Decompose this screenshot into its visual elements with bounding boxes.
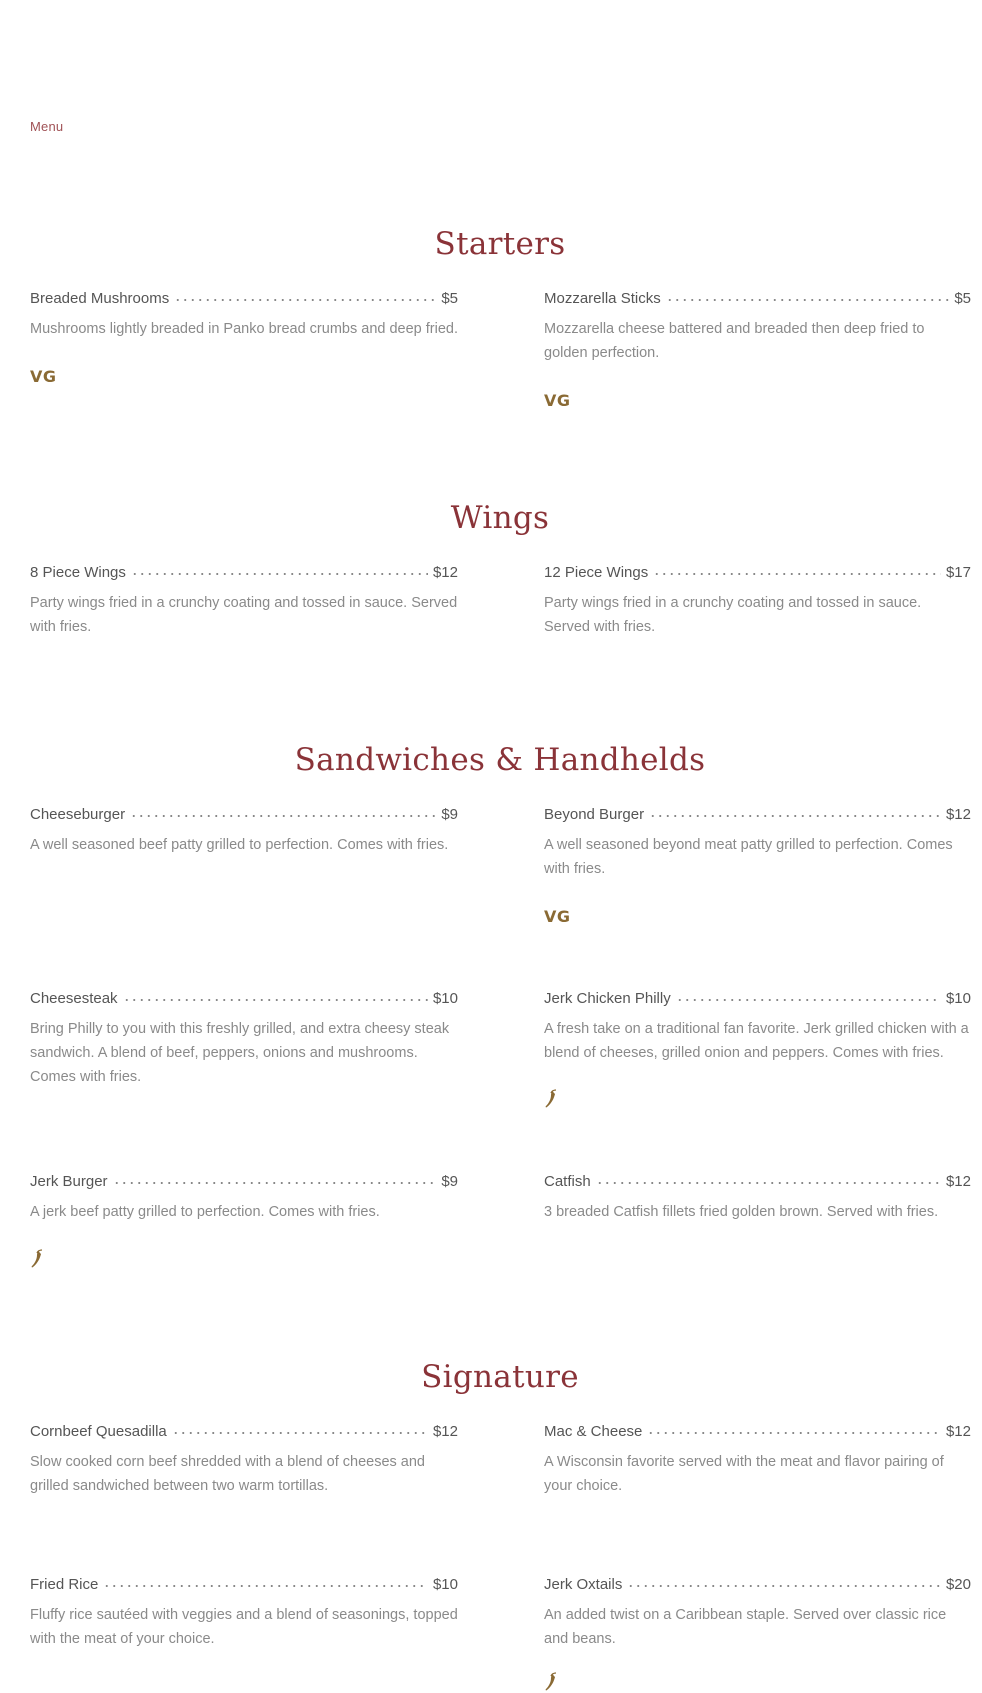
menu-item-cheesesteak [30,983,458,1089]
menu-item-mac-and-cheese [544,1416,971,1498]
dot-leader [676,983,941,1003]
item-price: $10 [432,990,458,1007]
item-name: Beyond Burger [544,806,645,823]
item-description: Slow cooked corn beef shredded with a blend of cheeses and grilled sandwiched between two warm tortillas. [30,1454,425,1494]
item-description: A well seasoned beef patty grilled to perfection. Comes with fries. [30,837,449,853]
item-description: A fresh take on a traditional fan favorite. Jerk grilled chicken with a blend of cheeses, grilled onion and peppers. Comes with fries. [544,1021,969,1061]
dot-leader [172,1416,428,1436]
menu-item-cheeseburger [30,799,458,857]
pepper-icon [544,1088,558,1110]
menu-item-cornbeef-quesadilla [30,1416,458,1498]
item-price: $5 [441,290,458,307]
dot-leader [666,283,950,303]
section-title-starters: Starters [434,226,566,262]
section-title-signature: Signature [421,1359,579,1395]
item-description: A jerk beef patty grilled to perfection. Comes with fries. [30,1204,380,1220]
menu-item-jerk-chicken-philly [544,983,971,1065]
section-title-sandwiches: Sandwiches & Handhelds [294,742,706,778]
dot-leader [596,1166,941,1186]
item-price: $10 [432,1576,458,1593]
item-price: $12 [945,1423,971,1440]
item-price: $12 [945,1173,971,1190]
item-description: An added twist on a Caribbean staple. Served over classic rice and beans. [544,1607,947,1647]
dot-leader [123,983,428,1003]
item-name: Mac & Cheese [544,1423,643,1440]
breadcrumb-menu-link[interactable]: Menu [30,119,64,134]
dot-leader [649,799,941,819]
item-price: $9 [441,1173,458,1190]
menu-item-8-piece-wings [30,557,458,639]
item-name: 8 Piece Wings [30,564,126,581]
item-name: Cheesesteak [30,990,118,1007]
item-description: Mushrooms lightly breaded in Panko bread crumbs and deep fried. [30,321,458,337]
item-price: $9 [441,806,458,823]
vegetarian-badge: VG [544,391,571,410]
item-name: Mozzarella Sticks [544,290,661,307]
item-name: Jerk Burger [30,1173,108,1190]
item-description: Bring Philly to you with this freshly grilled, and extra cheesy steak sandwich. A blend of beef, peppers, onions and mushrooms. Comes with fries. [30,1021,450,1085]
section-title-wings: Wings [450,500,550,536]
item-description: Fluffy rice sautéed with veggies and a blend of seasonings, topped with the meat of your choice. [30,1607,458,1647]
dot-leader [174,283,436,303]
dot-leader [103,1569,428,1589]
item-description: Party wings fried in a crunchy coating and tossed in sauce. Served with fries. [30,595,458,635]
item-name: Catfish [544,1173,591,1190]
menu-item-mozzarella-sticks [544,283,971,365]
item-price: $10 [945,990,971,1007]
menu-item-beyond-burger [544,799,971,881]
item-name: Cornbeef Quesadilla [30,1423,167,1440]
item-name: Jerk Chicken Philly [544,990,671,1007]
item-description: Party wings fried in a crunchy coating and tossed in sauce. Served with fries. [544,595,922,635]
menu-item-12-piece-wings [544,557,971,639]
pepper-icon [544,1671,558,1693]
vegetarian-badge: VG [30,367,57,386]
item-name: Breaded Mushrooms [30,290,170,307]
dot-leader [113,1166,437,1186]
item-name: Jerk Oxtails [544,1576,623,1593]
item-description: A Wisconsin favorite served with the meat and flavor pairing of your choice. [544,1454,944,1494]
item-price: $17 [945,564,971,581]
dot-leader [131,557,428,577]
item-price: $12 [945,806,971,823]
menu-item-jerk-oxtails [544,1569,971,1651]
item-description: Mozzarella cheese battered and breaded then deep fried to golden perfection. [544,321,925,361]
item-description: A well seasoned beyond meat patty grilled to perfection. Comes with fries. [544,837,953,877]
item-price: $12 [432,1423,458,1440]
dot-leader [627,1569,941,1589]
item-description: 3 breaded Catfish fillets fried golden brown. Served with fries. [544,1204,939,1220]
pepper-icon [30,1248,44,1270]
vegetarian-badge: VG [544,907,571,926]
item-name: Cheeseburger [30,806,126,823]
menu-item-jerk-burger [30,1166,458,1224]
dot-leader [647,1416,941,1436]
menu-item-fried-rice [30,1569,458,1651]
item-name: Fried Rice [30,1576,99,1593]
menu-item-catfish [544,1166,971,1224]
item-price: $5 [954,290,971,307]
item-name: 12 Piece Wings [544,564,649,581]
dot-leader [653,557,941,577]
dot-leader [130,799,436,819]
item-price: $12 [432,564,458,581]
menu-item-breaded-mushrooms [30,283,458,341]
item-price: $20 [945,1576,971,1593]
